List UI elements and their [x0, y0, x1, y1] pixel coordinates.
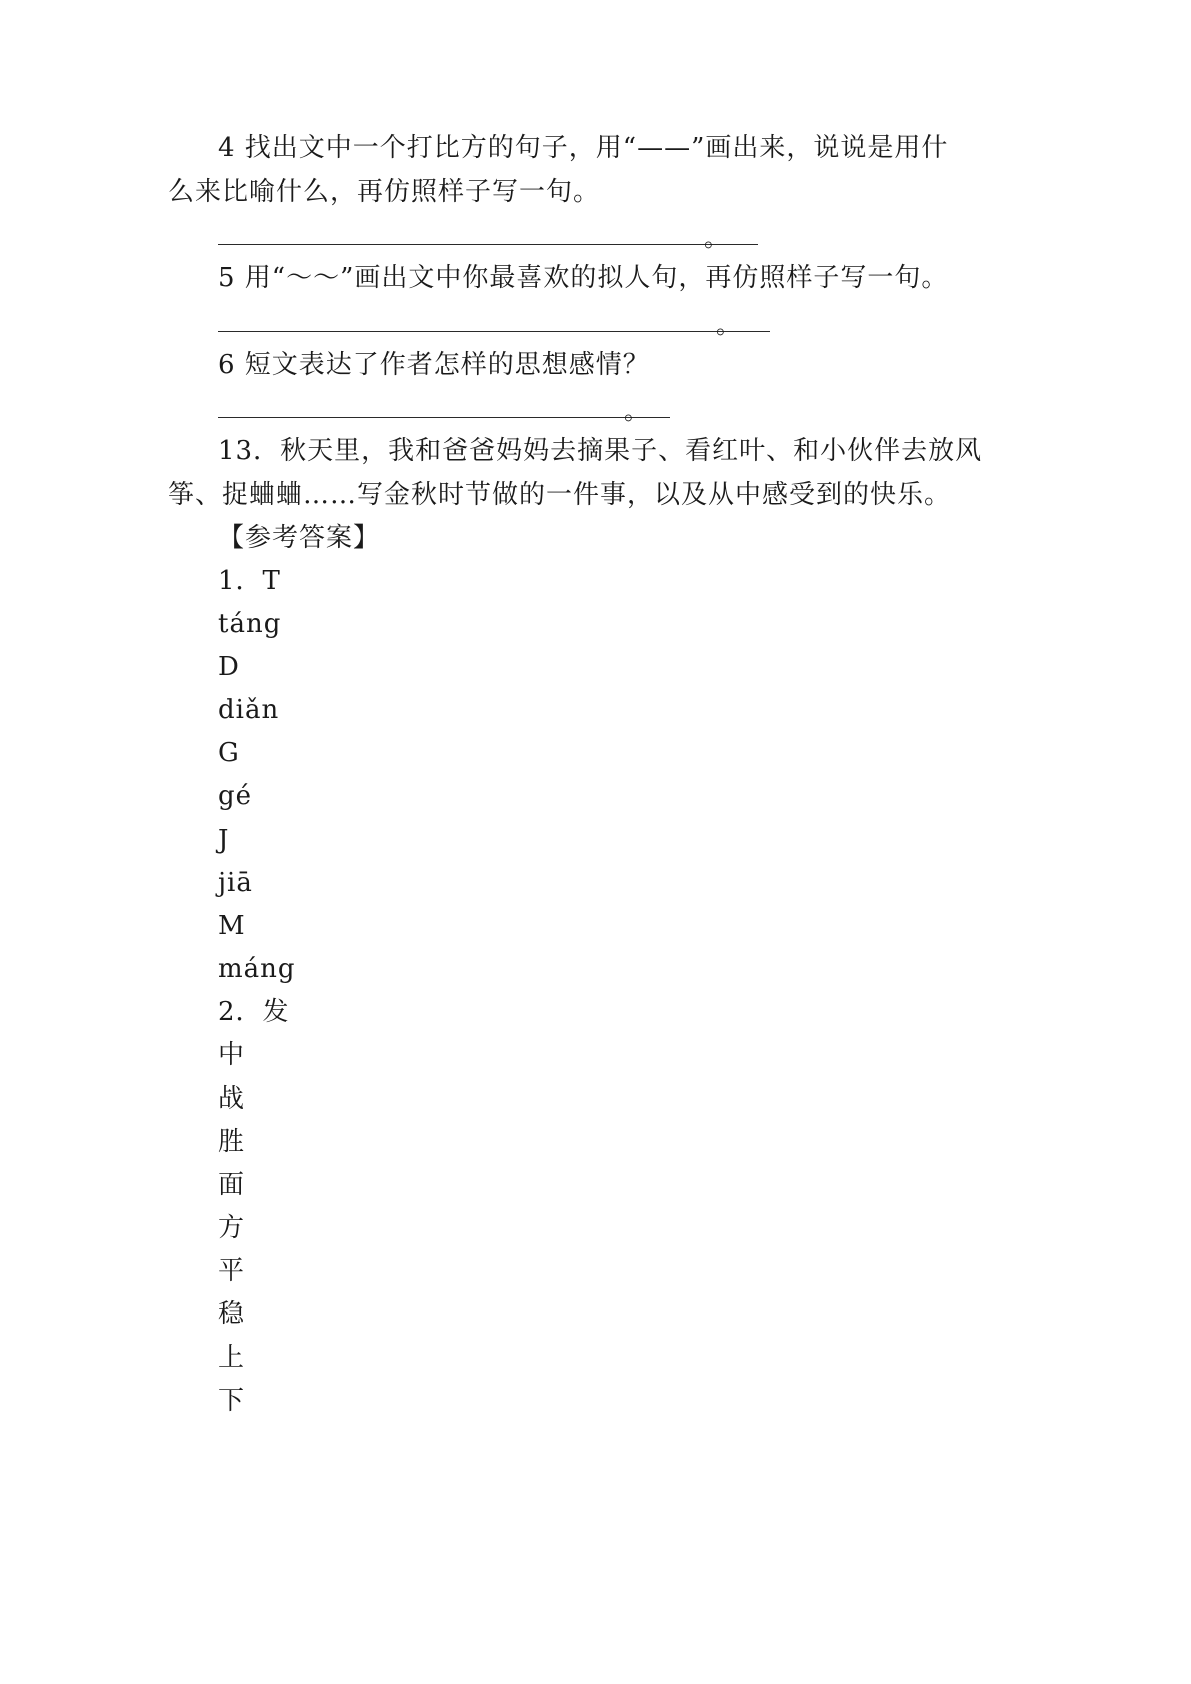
answer-item: 稳	[218, 1299, 246, 1329]
answer-item: 平	[218, 1256, 246, 1286]
answer-item: 方	[218, 1213, 246, 1243]
answers-heading: 【参考答案】	[218, 523, 381, 553]
question-6-answer-blank[interactable]	[218, 397, 670, 425]
answer-item: M	[218, 911, 246, 941]
answer-item: D	[218, 652, 240, 682]
question-13-line-2: 筝、捉蛐蛐……写金秋时节做的一件事，以及从中感受到的快乐。	[168, 480, 952, 510]
answer-item: gé	[218, 781, 253, 811]
answer-item: 2．发	[218, 997, 290, 1027]
answer-item: 战	[218, 1084, 246, 1114]
answer-item: táng	[218, 609, 282, 639]
answer-item: 上	[218, 1343, 246, 1373]
answer-item: J	[218, 825, 230, 855]
blank-end-period: 。	[716, 311, 740, 339]
answer-item: 下	[218, 1386, 246, 1416]
answer-item: 1．T	[218, 566, 281, 596]
answer-item: 胜	[218, 1127, 246, 1157]
question-4-line-1: 4 找出文中一个打比方的句子，用“——”画出来，说说是用什	[218, 133, 949, 163]
question-4-line-2: 么来比喻什么，再仿照样子写一句。	[168, 177, 601, 207]
blank-end-period: 。	[624, 397, 648, 425]
answer-item: G	[218, 738, 240, 768]
question-5-answer-blank[interactable]	[218, 311, 770, 339]
answer-item: máng	[218, 954, 296, 984]
answer-item: jiā	[218, 868, 253, 898]
question-5-line-1: 5 用“～～”画出文中你最喜欢的拟人句，再仿照样子写一句。	[218, 263, 949, 293]
question-6-line-1: 6 短文表达了作者怎样的思想感情？	[218, 350, 650, 380]
answer-item: 面	[218, 1170, 246, 1200]
answer-item: diǎn	[218, 695, 280, 725]
question-13-line-1: 13．秋天里，我和爸爸妈妈去摘果子、看红叶、和小伙伴去放风	[218, 436, 983, 466]
answer-item: 中	[218, 1040, 246, 1070]
blank-end-period: 。	[704, 224, 728, 252]
question-4-answer-blank[interactable]	[218, 224, 758, 252]
